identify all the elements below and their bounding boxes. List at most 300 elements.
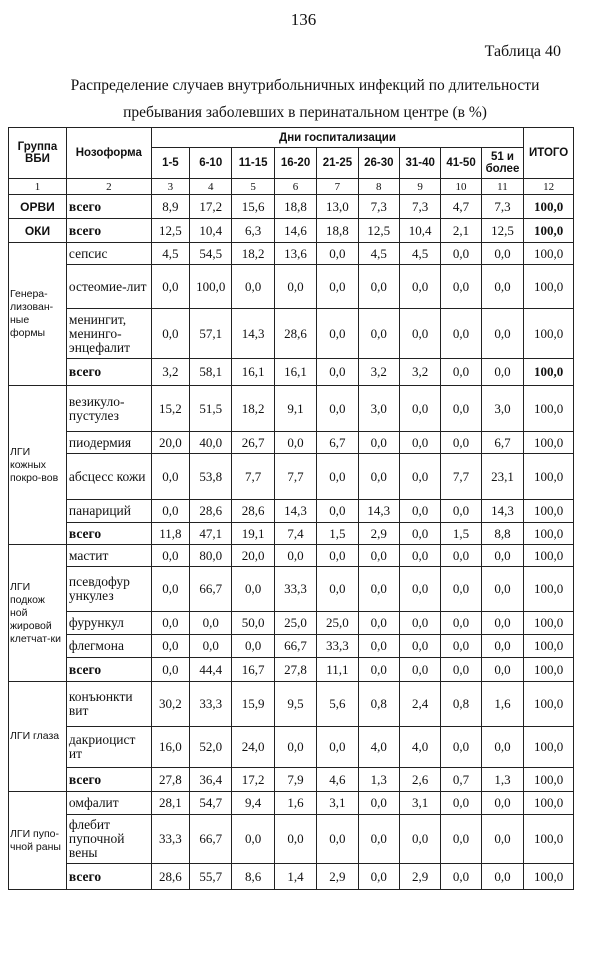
value-cell: 14,3 (481, 500, 524, 523)
value-cell: 0,0 (441, 635, 481, 658)
column-index: 6 (274, 179, 316, 195)
table-row (9, 864, 574, 890)
value-cell: 0,0 (151, 567, 189, 612)
value-cell: 100,0 (190, 265, 232, 309)
table-row (9, 523, 574, 545)
value-cell: 0,0 (399, 658, 440, 682)
value-cell: 51,5 (190, 386, 232, 432)
table-row (9, 612, 574, 635)
table-row (9, 682, 574, 727)
value-cell: 0,0 (441, 567, 481, 612)
value-cell: 3,2 (399, 359, 440, 386)
value-cell: 9,4 (232, 792, 274, 815)
value-cell: 80,0 (190, 545, 232, 567)
value-cell: 16,0 (151, 727, 189, 768)
value-cell: 0,0 (274, 545, 316, 567)
table-row (9, 309, 574, 359)
header-day-range: 41-50 (441, 148, 481, 179)
header-day-range: 1-5 (151, 148, 189, 179)
value-cell: 3,0 (481, 386, 524, 432)
nosoform-cell: везикуло-пустулез (66, 386, 151, 432)
table-row (9, 792, 574, 815)
total-cell: 100,0 (524, 432, 574, 454)
value-cell: 0,0 (358, 545, 399, 567)
value-cell: 12,5 (358, 219, 399, 243)
value-cell: 0,0 (441, 815, 481, 864)
value-cell: 17,2 (232, 768, 274, 792)
value-cell: 0,0 (358, 309, 399, 359)
value-cell: 8,9 (151, 195, 189, 219)
nosoform-cell: абсцесс кожи (66, 454, 151, 500)
nosoform-cell: пиодермия (66, 432, 151, 454)
table-caption (20, 72, 590, 126)
value-cell: 0,0 (481, 658, 524, 682)
value-cell: 27,8 (274, 658, 316, 682)
nosoform-cell: всего (66, 864, 151, 890)
column-index: 2 (66, 179, 151, 195)
total-cell: 100,0 (524, 635, 574, 658)
nosoform-cell: флегмона (66, 635, 151, 658)
value-cell: 1,3 (481, 768, 524, 792)
value-cell: 0,0 (441, 359, 481, 386)
total-cell: 100,0 (524, 612, 574, 635)
value-cell: 7,3 (358, 195, 399, 219)
value-cell: 25,0 (317, 612, 358, 635)
value-cell: 3,1 (317, 792, 358, 815)
value-cell: 4,7 (441, 195, 481, 219)
value-cell: 0,0 (441, 265, 481, 309)
nosoform-cell: сепсис (66, 243, 151, 265)
value-cell: 66,7 (274, 635, 316, 658)
value-cell: 28,6 (151, 864, 189, 890)
value-cell: 0,0 (399, 454, 440, 500)
data-table (8, 127, 574, 890)
value-cell: 28,6 (190, 500, 232, 523)
value-cell: 0,0 (232, 567, 274, 612)
value-cell: 0,0 (441, 386, 481, 432)
value-cell: 18,2 (232, 243, 274, 265)
value-cell: 26,7 (232, 432, 274, 454)
value-cell: 28,1 (151, 792, 189, 815)
value-cell: 12,5 (151, 219, 189, 243)
table-row (9, 768, 574, 792)
value-cell: 0,0 (399, 500, 440, 523)
value-cell: 53,8 (190, 454, 232, 500)
value-cell: 0,0 (358, 265, 399, 309)
value-cell: 16,1 (232, 359, 274, 386)
caption-line-1: Распределение случаев внутрибольничных инфекций по длительности (70, 77, 540, 94)
value-cell: 0,0 (151, 612, 189, 635)
value-cell: 0,0 (151, 658, 189, 682)
value-cell: 27,8 (151, 768, 189, 792)
value-cell: 1,5 (441, 523, 481, 545)
header-day-range: 51 и более (481, 148, 524, 179)
value-cell: 0,0 (317, 265, 358, 309)
value-cell: 0,0 (358, 567, 399, 612)
value-cell: 0,0 (399, 612, 440, 635)
value-cell: 7,9 (274, 768, 316, 792)
value-cell: 6,7 (317, 432, 358, 454)
value-cell: 40,0 (190, 432, 232, 454)
value-cell: 36,4 (190, 768, 232, 792)
value-cell: 0,0 (481, 635, 524, 658)
value-cell: 57,1 (190, 309, 232, 359)
value-cell: 13,6 (274, 243, 316, 265)
value-cell: 0,0 (274, 432, 316, 454)
value-cell: 17,2 (190, 195, 232, 219)
value-cell: 4,0 (358, 727, 399, 768)
table-label: Таблица 40 (484, 43, 561, 60)
column-index: 1 (9, 179, 67, 195)
total-cell: 100,0 (524, 195, 574, 219)
value-cell: 50,0 (232, 612, 274, 635)
value-cell: 54,5 (190, 243, 232, 265)
value-cell: 0,0 (151, 454, 189, 500)
value-cell: 3,2 (358, 359, 399, 386)
value-cell: 2,6 (399, 768, 440, 792)
value-cell: 10,4 (399, 219, 440, 243)
value-cell: 0,0 (358, 658, 399, 682)
nosoform-cell: всего (66, 658, 151, 682)
group-name-cell: Генера-лизован-ные формы (9, 243, 67, 386)
value-cell: 0,0 (317, 454, 358, 500)
table-row (9, 658, 574, 682)
value-cell: 0,0 (317, 727, 358, 768)
value-cell: 30,2 (151, 682, 189, 727)
value-cell: 0,0 (481, 359, 524, 386)
value-cell: 0,0 (399, 523, 440, 545)
value-cell: 0,7 (441, 768, 481, 792)
value-cell: 58,1 (190, 359, 232, 386)
value-cell: 20,0 (151, 432, 189, 454)
index-row (9, 179, 574, 195)
value-cell: 0,0 (358, 454, 399, 500)
value-cell: 11,8 (151, 523, 189, 545)
value-cell: 0,0 (317, 243, 358, 265)
value-cell: 16,7 (232, 658, 274, 682)
table-row (9, 567, 574, 612)
value-cell: 0,0 (481, 243, 524, 265)
value-cell: 0,0 (151, 545, 189, 567)
value-cell: 0,0 (190, 635, 232, 658)
value-cell: 19,1 (232, 523, 274, 545)
header-day-range: 26-30 (358, 148, 399, 179)
value-cell: 0,0 (481, 815, 524, 864)
value-cell: 28,6 (274, 309, 316, 359)
value-cell: 6,3 (232, 219, 274, 243)
value-cell: 0,0 (441, 864, 481, 890)
value-cell: 0,0 (441, 243, 481, 265)
value-cell: 66,7 (190, 815, 232, 864)
value-cell: 1,4 (274, 864, 316, 890)
value-cell: 25,0 (274, 612, 316, 635)
value-cell: 33,3 (317, 635, 358, 658)
value-cell: 24,0 (232, 727, 274, 768)
nosoform-cell: мастит (66, 545, 151, 567)
value-cell: 0,0 (232, 265, 274, 309)
value-cell: 0,0 (481, 864, 524, 890)
group-name-cell: ЛГИ кожных покро-вов (9, 386, 67, 545)
total-cell: 100,0 (524, 500, 574, 523)
value-cell: 0,0 (317, 359, 358, 386)
group-name-cell: ОКИ (9, 219, 67, 243)
value-cell: 0,0 (358, 792, 399, 815)
value-cell: 18,8 (274, 195, 316, 219)
column-index: 8 (358, 179, 399, 195)
table-row (9, 432, 574, 454)
value-cell: 55,7 (190, 864, 232, 890)
value-cell: 0,0 (399, 386, 440, 432)
header-group: Группа ВБИ (9, 128, 67, 179)
value-cell: 4,5 (399, 243, 440, 265)
nosoform-cell: конъюнкти вит (66, 682, 151, 727)
value-cell: 0,0 (317, 386, 358, 432)
table-row (9, 243, 574, 265)
header-day-range: 6-10 (190, 148, 232, 179)
header-days: Дни госпитализации (151, 128, 523, 148)
value-cell: 0,0 (358, 815, 399, 864)
table-row (9, 727, 574, 768)
value-cell: 0,0 (481, 567, 524, 612)
value-cell: 0,0 (274, 815, 316, 864)
total-cell: 100,0 (524, 243, 574, 265)
total-cell: 100,0 (524, 815, 574, 864)
value-cell: 0,0 (317, 500, 358, 523)
value-cell: 0,0 (441, 727, 481, 768)
value-cell: 1,5 (317, 523, 358, 545)
column-index: 7 (317, 179, 358, 195)
table-row (9, 635, 574, 658)
total-cell: 100,0 (524, 864, 574, 890)
value-cell: 15,9 (232, 682, 274, 727)
value-cell: 0,0 (358, 432, 399, 454)
total-cell: 100,0 (524, 386, 574, 432)
column-index: 4 (190, 179, 232, 195)
value-cell: 0,0 (274, 265, 316, 309)
value-cell: 4,5 (151, 243, 189, 265)
value-cell: 33,3 (151, 815, 189, 864)
value-cell: 7,3 (481, 195, 524, 219)
value-cell: 13,0 (317, 195, 358, 219)
value-cell: 0,0 (481, 727, 524, 768)
header-day-range: 21-25 (317, 148, 358, 179)
value-cell: 10,4 (190, 219, 232, 243)
table-row (9, 219, 574, 243)
total-cell: 100,0 (524, 454, 574, 500)
value-cell: 0,8 (441, 682, 481, 727)
header-day-range: 11-15 (232, 148, 274, 179)
header-row-1 (9, 128, 574, 148)
total-cell: 100,0 (524, 219, 574, 243)
value-cell: 52,0 (190, 727, 232, 768)
value-cell: 0,0 (441, 500, 481, 523)
total-cell: 100,0 (524, 359, 574, 386)
value-cell: 0,8 (358, 682, 399, 727)
value-cell: 1,6 (274, 792, 316, 815)
value-cell: 2,9 (358, 523, 399, 545)
value-cell: 47,1 (190, 523, 232, 545)
group-name-cell: ЛГИ глаза (9, 682, 67, 792)
value-cell: 6,7 (481, 432, 524, 454)
total-cell: 100,0 (524, 567, 574, 612)
nosoform-cell: всего (66, 359, 151, 386)
value-cell: 0,0 (232, 635, 274, 658)
table-row (9, 545, 574, 567)
group-name-cell: ЛГИ подкож ной жировой клетчат-ки (9, 545, 67, 682)
value-cell: 4,5 (358, 243, 399, 265)
value-cell: 66,7 (190, 567, 232, 612)
table-row (9, 815, 574, 864)
nosoform-cell: панариций (66, 500, 151, 523)
value-cell: 0,0 (317, 567, 358, 612)
value-cell: 44,4 (190, 658, 232, 682)
value-cell: 0,0 (399, 545, 440, 567)
column-index: 5 (232, 179, 274, 195)
value-cell: 7,4 (274, 523, 316, 545)
value-cell: 0,0 (151, 265, 189, 309)
nosoform-cell: дакриоцист ит (66, 727, 151, 768)
nosoform-cell: всего (66, 523, 151, 545)
table-row (9, 359, 574, 386)
value-cell: 0,0 (232, 815, 274, 864)
value-cell: 15,6 (232, 195, 274, 219)
value-cell: 14,3 (274, 500, 316, 523)
value-cell: 0,0 (358, 635, 399, 658)
value-cell: 2,9 (317, 864, 358, 890)
value-cell: 0,0 (317, 309, 358, 359)
value-cell: 15,2 (151, 386, 189, 432)
table-row (9, 195, 574, 219)
value-cell: 0,0 (151, 309, 189, 359)
value-cell: 3,1 (399, 792, 440, 815)
column-index: 11 (481, 179, 524, 195)
value-cell: 0,0 (358, 612, 399, 635)
header-day-range: 31-40 (399, 148, 440, 179)
nosoform-cell: омфалит (66, 792, 151, 815)
value-cell: 2,1 (441, 219, 481, 243)
nosoform-cell: псевдофур ункулез (66, 567, 151, 612)
value-cell: 0,0 (481, 792, 524, 815)
group-name-cell: ЛГИ пупо-чной раны (9, 792, 67, 890)
table-row (9, 454, 574, 500)
value-cell: 12,5 (481, 219, 524, 243)
value-cell: 7,7 (274, 454, 316, 500)
value-cell: 16,1 (274, 359, 316, 386)
value-cell: 2,9 (399, 864, 440, 890)
table-row (9, 265, 574, 309)
column-index: 12 (524, 179, 574, 195)
nosoform-cell: всего (66, 195, 151, 219)
value-cell: 7,7 (232, 454, 274, 500)
value-cell: 0,0 (317, 815, 358, 864)
value-cell: 33,3 (190, 682, 232, 727)
value-cell: 33,3 (274, 567, 316, 612)
page-number: 136 (290, 10, 317, 29)
column-index: 9 (399, 179, 440, 195)
value-cell: 14,6 (274, 219, 316, 243)
value-cell: 0,0 (358, 864, 399, 890)
total-cell: 100,0 (524, 545, 574, 567)
value-cell: 11,1 (317, 658, 358, 682)
total-cell: 100,0 (524, 309, 574, 359)
value-cell: 18,8 (317, 219, 358, 243)
value-cell: 4,0 (399, 727, 440, 768)
total-cell: 100,0 (524, 682, 574, 727)
value-cell: 0,0 (190, 612, 232, 635)
value-cell: 0,0 (441, 792, 481, 815)
value-cell: 2,4 (399, 682, 440, 727)
value-cell: 0,0 (151, 635, 189, 658)
value-cell: 0,0 (399, 265, 440, 309)
nosoform-cell: всего (66, 219, 151, 243)
value-cell: 20,0 (232, 545, 274, 567)
value-cell: 0,0 (481, 545, 524, 567)
total-cell: 100,0 (524, 265, 574, 309)
value-cell: 0,0 (441, 658, 481, 682)
value-cell: 3,2 (151, 359, 189, 386)
nosoform-cell: менингит, менинго-энцефалит (66, 309, 151, 359)
column-index: 10 (441, 179, 481, 195)
total-cell: 100,0 (524, 792, 574, 815)
table-row (9, 500, 574, 523)
group-name-cell: ОРВИ (9, 195, 67, 219)
value-cell: 0,0 (441, 545, 481, 567)
value-cell: 5,6 (317, 682, 358, 727)
value-cell: 0,0 (441, 432, 481, 454)
value-cell: 7,3 (399, 195, 440, 219)
value-cell: 23,1 (481, 454, 524, 500)
value-cell: 9,5 (274, 682, 316, 727)
value-cell: 14,3 (358, 500, 399, 523)
value-cell: 0,0 (441, 612, 481, 635)
value-cell: 0,0 (399, 815, 440, 864)
value-cell: 54,7 (190, 792, 232, 815)
value-cell: 0,0 (399, 432, 440, 454)
value-cell: 1,6 (481, 682, 524, 727)
column-index: 3 (151, 179, 189, 195)
value-cell: 7,7 (441, 454, 481, 500)
value-cell: 4,6 (317, 768, 358, 792)
value-cell: 0,0 (399, 567, 440, 612)
value-cell: 0,0 (399, 635, 440, 658)
value-cell: 18,2 (232, 386, 274, 432)
value-cell: 0,0 (399, 309, 440, 359)
header-nosoform: Нозоформа (66, 128, 151, 179)
value-cell: 0,0 (441, 309, 481, 359)
nosoform-cell: фурункул (66, 612, 151, 635)
table-row (9, 386, 574, 432)
value-cell: 3,0 (358, 386, 399, 432)
value-cell: 0,0 (151, 500, 189, 523)
header-total: ИТОГО (524, 128, 574, 179)
value-cell: 8,8 (481, 523, 524, 545)
value-cell: 28,6 (232, 500, 274, 523)
total-cell: 100,0 (524, 658, 574, 682)
value-cell: 0,0 (481, 612, 524, 635)
nosoform-cell: остеомие-лит (66, 265, 151, 309)
total-cell: 100,0 (524, 523, 574, 545)
total-cell: 100,0 (524, 727, 574, 768)
value-cell: 9,1 (274, 386, 316, 432)
value-cell: 0,0 (481, 265, 524, 309)
caption-line-2: пребывания заболевших в перинатальном центре (в %) (123, 104, 487, 121)
value-cell: 1,3 (358, 768, 399, 792)
total-cell: 100,0 (524, 768, 574, 792)
header-day-range: 16-20 (274, 148, 316, 179)
value-cell: 0,0 (317, 545, 358, 567)
value-cell: 8,6 (232, 864, 274, 890)
value-cell: 14,3 (232, 309, 274, 359)
